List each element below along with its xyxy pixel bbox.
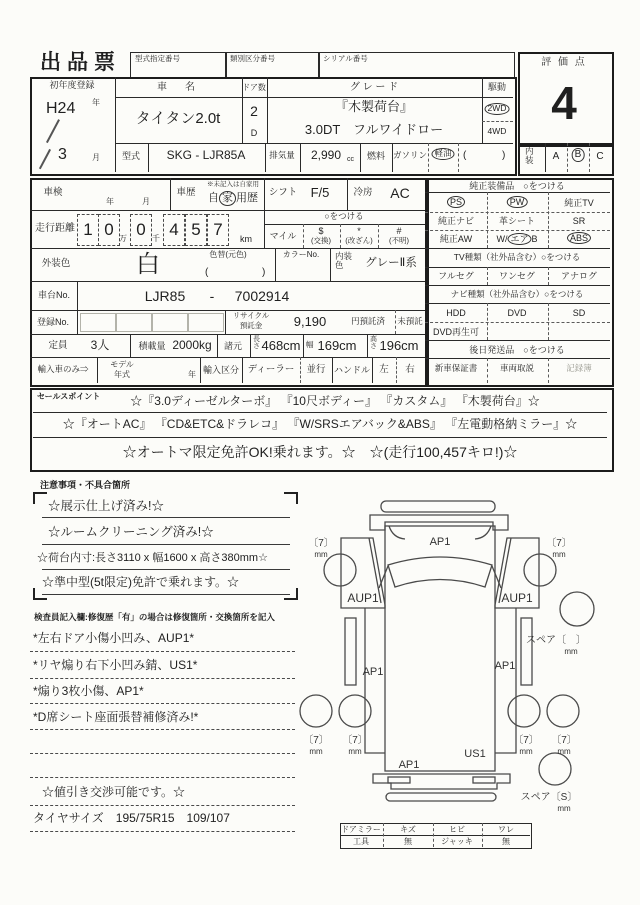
first-reg-label: 初年度登録 xyxy=(49,80,95,90)
mileage-digit-box: 0 xyxy=(98,214,120,246)
grid-line xyxy=(170,178,171,210)
tv-fullseg: フルセグ xyxy=(438,271,474,281)
rear-left-tire-inner xyxy=(339,695,371,727)
model-year-suffix: 年 xyxy=(188,370,196,379)
grid-line xyxy=(425,340,610,341)
spec-label: 諸元 xyxy=(223,341,243,351)
handle-right: 右 xyxy=(405,364,415,375)
grid-line xyxy=(378,224,379,248)
mileage-digit-box: 4 xyxy=(163,214,185,246)
navi-sd: SD xyxy=(572,308,586,318)
note-item: ☆荷台内寸:長さ3110 x 幅1600 x 高さ380mm☆ xyxy=(37,552,268,564)
mirror-col-doormirror: ドアミラー xyxy=(341,825,381,834)
aup1-right-label: AUP1 xyxy=(501,591,533,605)
class-division-label: 類別区分番号 xyxy=(230,54,275,63)
color-change-paren-close: ) xyxy=(262,267,266,278)
grid-line xyxy=(303,334,304,357)
interior-grade-label: 内装 xyxy=(525,146,534,165)
underline xyxy=(42,517,290,518)
mirror-col-crack: ヒビ xyxy=(449,825,465,834)
grid-line xyxy=(217,334,218,357)
month-suffix: 月 xyxy=(92,153,100,162)
flag-exchange-note: (交換) xyxy=(311,236,331,245)
underline xyxy=(42,594,290,595)
car-name: タイタン2.0t xyxy=(135,110,221,127)
capacity-label: 定員 xyxy=(48,340,68,351)
sales-line1: ☆『3.0ディーゼルターボ』 『10尺ボディー』 『カスタム』 『木製荷台』☆ xyxy=(130,394,540,408)
import-division-label: 輸入区分 xyxy=(202,365,240,375)
grid-line xyxy=(545,143,546,172)
mirror-val-none2: 無 xyxy=(502,837,510,846)
doors-label: ドア数 xyxy=(242,83,266,92)
grid-line xyxy=(130,334,131,357)
grid-line xyxy=(433,823,434,847)
fuel-diesel-selected: 軽油 xyxy=(431,148,454,160)
shaken-label: 車検 xyxy=(43,187,63,198)
ship-warranty: 新車保証書 xyxy=(434,363,478,373)
ship-later-title: 後日発送品 ○をつける xyxy=(469,345,565,355)
tv-analog: アナログ xyxy=(560,271,598,281)
length-value: 468cm xyxy=(261,338,301,353)
right-side-gate xyxy=(521,618,532,685)
note-item: ☆展示仕上げ済み!☆ xyxy=(48,499,164,513)
mirror-val-none1: 無 xyxy=(404,837,412,846)
underline-dashed xyxy=(30,805,295,806)
model-year-label-line2: 年式 xyxy=(114,370,130,379)
mm-label: mm xyxy=(314,550,328,559)
tire-depth-label: 〔7〕 xyxy=(303,735,329,746)
equip-navi: 純正ナビ xyxy=(437,216,475,226)
year-suffix: 年 xyxy=(92,98,100,107)
equipment-title: 純正装備品 ○をつける xyxy=(469,181,565,191)
width-value: 169cm xyxy=(317,338,357,353)
exterior-color-value: 白 xyxy=(136,251,160,278)
doors-unit: D xyxy=(250,128,258,138)
rear-bumper-bracket xyxy=(373,774,510,789)
grid-line xyxy=(425,192,610,193)
mirror-col-scratch: キズ xyxy=(400,825,416,834)
navi-hdd: HDD xyxy=(446,308,466,318)
grid-line xyxy=(360,143,361,172)
mm-label: mm xyxy=(519,747,533,756)
interior-grade-a: A xyxy=(552,151,560,162)
notes-title: 注意事項・不具合箇所 xyxy=(40,480,131,490)
tire-depth-label: 〔7〕 xyxy=(308,538,334,549)
grid-line xyxy=(77,281,78,334)
recycle-label-line2: 預託金 xyxy=(239,321,263,330)
ac-label: 冷房 xyxy=(353,187,373,198)
registration-label: 登録No. xyxy=(36,317,70,327)
grid-line xyxy=(425,248,610,249)
grid-line xyxy=(487,267,488,285)
handle-label: ハンドル xyxy=(333,365,371,375)
spare-tire-mid xyxy=(560,592,594,626)
model-year-label-line1: モデル xyxy=(110,360,134,369)
sheet-title: 出品票 xyxy=(40,51,121,79)
mileage-km-unit: km xyxy=(240,234,252,244)
equip-leather-seat: 革シート xyxy=(498,216,536,226)
registration-cell xyxy=(188,313,224,332)
front-panel xyxy=(370,515,508,530)
side-ap1-left-label: AP1 xyxy=(362,666,384,678)
front-left-tire xyxy=(324,554,356,586)
displacement-value: 2,990 xyxy=(310,148,342,162)
cab-corner-line xyxy=(475,526,491,539)
grid-line xyxy=(225,310,226,334)
note-item: ☆準中型(5t限定)免許で乗れます。☆ xyxy=(42,575,240,589)
chassis-separator: - xyxy=(209,288,215,304)
ship-manual: 車両取説 xyxy=(499,363,535,373)
color-no-label: カラーNo. xyxy=(282,250,320,259)
underline-dashed xyxy=(30,753,295,754)
mileage-digit-box: 5 xyxy=(185,214,207,246)
sales-line3: ☆オートマ限定免許OK!乗れます。☆ ☆(走行100,457キロ!)☆ xyxy=(122,444,518,460)
underline-dashed xyxy=(30,831,295,832)
recycle-amount: 9,190 xyxy=(293,314,327,329)
tv-type-title: TV種類（社外品含む）○をつける xyxy=(453,252,581,262)
grid-line xyxy=(482,823,483,847)
grid-line xyxy=(30,281,425,282)
interior-color-label: 内装色 xyxy=(335,251,353,270)
mm-label: mm xyxy=(557,804,571,813)
color-change-paren-open: ( xyxy=(205,267,209,278)
bracket-corner xyxy=(33,492,47,504)
grid-line xyxy=(347,178,348,210)
mileage-label: 走行距離 xyxy=(35,223,75,234)
mirror-col-break: ワレ xyxy=(498,825,514,834)
grid-line xyxy=(267,77,268,143)
grid-line xyxy=(487,358,488,383)
grid-line xyxy=(115,143,513,144)
import-dealer: ディーラー xyxy=(247,364,295,375)
flag-exchange-symbol: $ xyxy=(318,226,324,236)
interior-color-value: グレーⅡ系 xyxy=(365,257,417,269)
history-note: ※未記入は自家用 xyxy=(207,181,259,188)
flag-unknown-symbol: # xyxy=(396,226,402,236)
fuel-other-close: ) xyxy=(502,150,506,161)
front-bumper-strip xyxy=(381,501,495,512)
grid-line xyxy=(428,143,429,172)
cab-corner-line xyxy=(389,526,405,539)
inspector-line: *D席シート座面張替補修済み!* xyxy=(33,710,199,724)
tire-depth-label: 〔7〕 xyxy=(551,735,577,746)
left-side-gate xyxy=(345,618,356,685)
shift-value: F/5 xyxy=(310,185,330,200)
grid-line xyxy=(330,248,331,281)
underline-dashed xyxy=(30,729,295,730)
inspector-line: タイヤサイズ 195/75R15 109/107 xyxy=(33,811,230,825)
grid-line xyxy=(30,310,425,311)
displacement-unit: cc xyxy=(347,156,354,163)
height-value: 196cm xyxy=(379,338,419,353)
drive-2wd-selected: 2WD xyxy=(485,103,510,115)
grade-label: グ レ ー ド xyxy=(349,82,399,93)
evaluation-label: 評 価 点 xyxy=(541,57,587,68)
flag-tamper-symbol: * xyxy=(357,226,361,236)
flag-mile: マイル xyxy=(269,231,297,241)
drive-4wd: 4WD xyxy=(487,126,507,136)
mm-label: mm xyxy=(348,747,362,756)
right-side-rail-outline xyxy=(495,608,516,753)
grid-line xyxy=(396,357,397,383)
grid-line xyxy=(482,121,513,122)
underline xyxy=(42,544,290,545)
tv-oneseg: ワンセグ xyxy=(498,271,536,281)
grid-line xyxy=(372,357,373,383)
circle-note: ○をつける xyxy=(324,211,364,221)
rear-right-tire-inner xyxy=(508,695,540,727)
rear-lamp xyxy=(388,777,410,783)
spare-tire-bottom xyxy=(539,753,571,785)
rear-lamp xyxy=(473,777,495,783)
mm-label: mm xyxy=(309,747,323,756)
serial-number-label: シリアル番号 xyxy=(323,54,368,63)
mileage-sen-suffix: 千 xyxy=(152,234,160,243)
inspector-header: 検査員記入欄:修復歴「有」の場合は修復箇所・交換箇所を記入 xyxy=(34,612,275,622)
grid-line xyxy=(300,357,301,383)
left-side-rail-outline xyxy=(362,608,385,753)
grid-line xyxy=(340,835,530,836)
grid-line xyxy=(425,322,610,323)
dvd-playable: DVD再生可 xyxy=(432,327,480,337)
interior-grade-b-selected: B xyxy=(572,148,585,162)
width-label: 幅 xyxy=(306,340,314,349)
inspector-line: *左右ドア小傷小凹み、AUP1* xyxy=(33,631,195,645)
registration-cell xyxy=(152,313,188,332)
us1-label: US1 xyxy=(464,748,486,760)
ship-record-book: 記録簿 xyxy=(566,363,592,373)
shift-label: シフト xyxy=(268,187,298,198)
grid-line xyxy=(265,143,266,172)
grid-line xyxy=(482,77,483,143)
inspector-line: *煽り3枚小傷、AP1* xyxy=(33,684,144,698)
grid-line xyxy=(367,334,368,357)
rear-ap1-label: AP1 xyxy=(398,759,420,771)
mm-label: mm xyxy=(557,747,571,756)
rear-bumper-strip xyxy=(386,793,496,801)
grid-line xyxy=(148,143,149,172)
grid-line xyxy=(425,358,610,359)
sales-line2: ☆『オートAC』 『CD&ETC&ドラレコ』 『W/SRSエアバック&ABS』 『左電動格納ミラー』☆ xyxy=(62,417,578,431)
navi-type-title: ナビ種類（社外品含む）○をつける xyxy=(450,289,584,299)
grid-line xyxy=(425,285,610,286)
mirror-val-jack: ジャッキ xyxy=(441,837,473,846)
chassis-left: LJR85 xyxy=(144,288,186,304)
shaken-year-suffix: 年 xyxy=(106,197,114,206)
grid-line xyxy=(548,267,549,285)
color-change-label: 色替(元色) xyxy=(209,250,247,259)
grid-line xyxy=(425,267,610,268)
grid-line xyxy=(383,823,384,847)
grid-line xyxy=(30,210,425,211)
mm-label: mm xyxy=(552,550,566,559)
rear-left-tire-outer xyxy=(300,695,332,727)
recycle-unpaid-label: 未預託 xyxy=(397,316,423,326)
model-code-label: 型式 xyxy=(121,151,141,161)
import-parallel: 並行 xyxy=(306,364,326,375)
equipment-table xyxy=(425,178,614,387)
height-label: 高さ xyxy=(370,336,377,351)
side-ap1-right-label: AP1 xyxy=(494,660,516,672)
cargo-bed xyxy=(385,526,495,771)
shaken-month-suffix: 月 xyxy=(142,197,150,206)
history-label: 車歴 xyxy=(176,187,196,198)
mileage-man-suffix: 万 xyxy=(119,234,127,243)
grid-line xyxy=(487,192,488,248)
chassis-label: 車台No. xyxy=(37,290,71,300)
recycle-paid-label: 円預託済 xyxy=(350,316,386,326)
grid-line xyxy=(395,310,396,334)
grid-line xyxy=(303,224,304,248)
grid-line xyxy=(242,357,243,383)
grid-line xyxy=(548,192,549,248)
grid-line xyxy=(30,357,425,358)
handle-left: 左 xyxy=(379,364,389,375)
spare-bottom-label: スペア〔S〕 xyxy=(520,792,578,803)
rear-right-tire-outer xyxy=(547,695,579,727)
grid-line xyxy=(548,358,549,383)
model-code: SKG - LJR85A xyxy=(166,148,246,162)
grade-line2: 3.0DT フルワイドロー xyxy=(304,122,444,137)
front-ap1-label: AP1 xyxy=(429,536,451,548)
load-value: 2000kg xyxy=(172,338,212,352)
tire-depth-label: 〔7〕 xyxy=(513,735,539,746)
grid-line xyxy=(487,303,488,340)
first-reg-month: 3 xyxy=(58,146,67,163)
inspector-line: ☆値引き交渉可能です。☆ xyxy=(42,785,186,799)
aup1-left-label: AUP1 xyxy=(347,591,379,605)
grid-line xyxy=(425,303,610,304)
registration-cell xyxy=(80,313,116,332)
displacement-label: 排気量 xyxy=(269,150,295,160)
equip-tv: 純正TV xyxy=(564,198,594,208)
spare-mid-label: スペア〔 〕 xyxy=(526,635,586,646)
first-reg-year: H24 xyxy=(46,100,76,117)
grid-line xyxy=(115,97,513,98)
fuel-gasoline: ガソリン xyxy=(392,150,428,160)
vehicle-condition-diagram xyxy=(293,493,615,823)
underline-dashed xyxy=(30,703,295,704)
note-item: ☆ルームクリーニング済み!☆ xyxy=(48,525,214,539)
grid-line xyxy=(589,143,590,172)
load-label: 積載量 xyxy=(138,341,166,351)
equip-w-airbag-selected: W/ エア B xyxy=(496,234,538,244)
exterior-color-label: 外装色 xyxy=(41,258,71,269)
underline-dashed xyxy=(30,678,295,679)
fuel-other-open: ( xyxy=(463,150,467,161)
length-label: 長さ xyxy=(253,336,260,351)
import-only-label: 輸入車のみ⇒ xyxy=(37,364,89,374)
underline xyxy=(42,569,290,570)
flag-tamper-note: (改ざん) xyxy=(345,236,373,245)
windshield xyxy=(388,557,492,587)
flag-unknown-note: (不明) xyxy=(389,236,409,245)
drive-label: 駆動 xyxy=(487,82,507,92)
grid-line xyxy=(275,248,276,281)
history-value: 自 家 用歴 xyxy=(208,192,258,204)
equip-pw-selected: PW xyxy=(507,196,528,208)
underline-dashed xyxy=(30,651,295,652)
underline-dashed xyxy=(30,777,295,778)
evaluation-score: 4 xyxy=(551,77,577,129)
inspector-line: *リヤ煽り右下小凹み錆、US1* xyxy=(33,658,198,672)
mm-label: mm xyxy=(564,647,578,656)
grid-line xyxy=(33,412,607,413)
grid-line xyxy=(548,303,549,340)
grid-line xyxy=(340,224,341,248)
equip-aw: 純正AW xyxy=(439,234,473,244)
grid-line xyxy=(458,143,459,172)
grid-line xyxy=(264,178,265,248)
grid-line xyxy=(300,143,301,172)
chassis-right: 7002914 xyxy=(234,288,290,304)
grid-line xyxy=(200,357,201,383)
grid-line xyxy=(97,357,98,383)
capacity-value: 3人 xyxy=(90,338,110,352)
grid-line xyxy=(425,212,610,213)
navi-dvd: DVD xyxy=(507,308,527,318)
front-right-tire xyxy=(524,554,556,586)
registration-cell xyxy=(116,313,152,332)
grid-line xyxy=(425,230,610,231)
grid-line xyxy=(250,334,251,357)
sales-points-label: セールスポイント xyxy=(37,392,101,401)
grid-line xyxy=(567,143,568,172)
fuel-label: 燃料 xyxy=(366,151,386,161)
grade-line1: 『木製荷台』 xyxy=(334,99,414,114)
mirror-val-tools: 工具 xyxy=(353,837,369,846)
doors-count: 2 xyxy=(250,103,258,119)
recycle-label-line1: リサイクル xyxy=(232,311,270,320)
equip-sr: SR xyxy=(572,216,586,226)
model-designation-label: 型式指定番号 xyxy=(135,54,180,63)
vehicle-table xyxy=(30,77,517,176)
equip-ps-selected: PS xyxy=(447,196,465,208)
interior-grade-c: C xyxy=(596,151,604,162)
mileage-digit-box: 1 xyxy=(77,214,99,246)
grid-line xyxy=(115,77,116,172)
grid-line xyxy=(33,437,607,438)
tire-depth-label: 〔7〕 xyxy=(342,735,368,746)
grid-line xyxy=(30,334,425,335)
tire-depth-label: 〔7〕 xyxy=(546,538,572,549)
equip-abs-selected: ABS xyxy=(567,232,591,244)
mileage-digit-box: 7 xyxy=(207,214,229,246)
car-name-label: 車 名 xyxy=(157,82,199,93)
mileage-digit-box: 0 xyxy=(130,214,152,246)
ac-value: AC xyxy=(390,185,410,201)
